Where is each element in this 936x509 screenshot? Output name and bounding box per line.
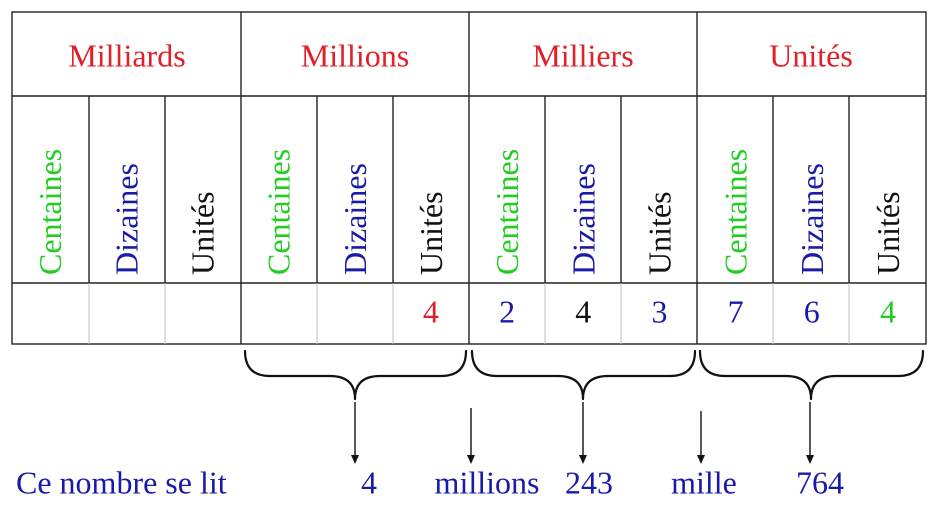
- digit-row: [423, 293, 896, 329]
- digit-unites-unites: 4: [879, 293, 896, 330]
- group-header-unites: Unités: [769, 37, 853, 74]
- sub-label-milliers-unites: Unités: [641, 191, 678, 275]
- sub-label-unites-unites: Unités: [869, 191, 906, 275]
- group-header-millions: Millions: [300, 37, 410, 74]
- sub-label-millions-unites: Unités: [412, 191, 449, 275]
- sub-label-millions-dizaines: Dizaines: [336, 163, 373, 275]
- reading-millions-value: 4: [361, 464, 377, 501]
- group-header-milliards: Milliards: [68, 37, 186, 74]
- sub-label-milliers-dizaines: Dizaines: [565, 163, 602, 275]
- reading-units-value: 764: [796, 464, 844, 501]
- digit-milliers-centaines: 2: [499, 293, 516, 330]
- sub-label-milliards-dizaines: Dizaines: [108, 163, 145, 275]
- arrowhead: [806, 455, 814, 464]
- digit-millions-unites: 4: [422, 293, 439, 330]
- digit-unites-dizaines: 6: [803, 293, 820, 330]
- brace-unites: [700, 351, 923, 399]
- reading-thousands-value: 243: [565, 464, 613, 501]
- digit-milliers-dizaines: 4: [575, 293, 592, 330]
- arrowhead: [697, 455, 705, 464]
- reading-millions-word: millions: [434, 464, 540, 501]
- sub-label-milliers-centaines: Centaines: [489, 148, 526, 275]
- arrowhead: [467, 455, 475, 464]
- sub-label-millions-centaines: Centaines: [260, 148, 297, 275]
- brace-milliers: [472, 351, 695, 399]
- reading-thousands-word: mille: [671, 464, 737, 501]
- reading-intro: Ce nombre se lit: [16, 464, 227, 501]
- sub-label-unites-centaines: Centaines: [717, 148, 754, 275]
- group-header-milliers: Milliers: [532, 37, 634, 74]
- arrowhead: [579, 455, 587, 464]
- brace-millions: [245, 351, 466, 399]
- digit-milliers-unites: 3: [651, 293, 668, 330]
- arrowhead: [351, 455, 359, 464]
- group-headers: [68, 37, 852, 73]
- sub-label-milliards-unites: Unités: [184, 191, 221, 275]
- sub-label-milliards-centaines: Centaines: [32, 148, 69, 275]
- digit-unites-centaines: 7: [727, 293, 744, 330]
- braces: [245, 351, 923, 399]
- arrows: [351, 402, 814, 464]
- reading-sentence: [16, 464, 844, 500]
- sub-label-unites-dizaines: Dizaines: [793, 163, 830, 275]
